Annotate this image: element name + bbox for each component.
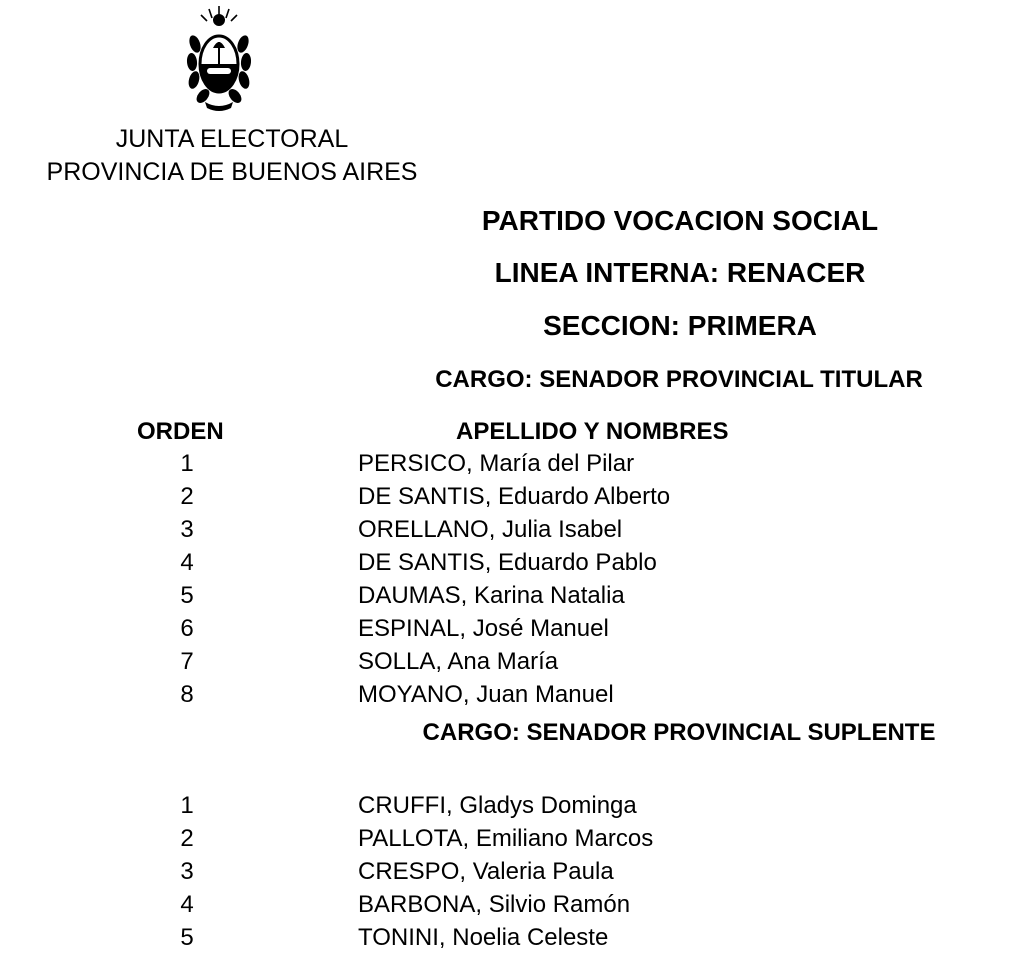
order-number: 4 [180,891,194,918]
candidate-name: BARBONA, Silvio Ramón [358,891,631,918]
order-number: 1 [180,792,194,819]
order-number: 4 [180,549,194,576]
order-number: 3 [180,516,194,543]
order-number: 6 [180,615,194,642]
argentina-coat-of-arms-icon [183,4,255,112]
order-number: 5 [180,582,194,609]
list-item [0,888,1024,921]
suplentes-heading: CARGO: SENADOR PROVINCIAL SUPLENTE [422,719,936,746]
list-item [0,447,1024,480]
candidate-name: MOYANO, Juan Manuel [358,681,614,708]
candidate-name: PERSICO, María del Pilar [358,450,635,477]
org-name-line-1: JUNTA ELECTORAL [115,125,349,153]
order-number: 2 [180,483,194,510]
list-item [0,513,1024,546]
order-number: 2 [180,825,194,852]
list-item [0,789,1024,822]
order-number: 1 [180,450,194,477]
names-column-header: APELLIDO Y NOMBRES [456,418,729,445]
list-item [0,678,1024,711]
candidate-name: ORELLANO, Julia Isabel [358,516,623,543]
org-name-line-2: PROVINCIA DE BUENOS AIRES [46,158,418,186]
party-name: PARTIDO VOCACION SOCIAL [481,205,879,236]
order-column-header: ORDEN [137,418,224,445]
list-item [0,546,1024,579]
internal-line: LINEA INTERNA: RENACER [494,257,866,288]
order-number: 5 [180,924,194,951]
order-number: 3 [180,858,194,885]
candidate-name: CRUFFI, Gladys Dominga [358,792,637,819]
candidate-name: ESPINAL, José Manuel [358,615,609,642]
list-item [0,921,1024,954]
list-item [0,645,1024,678]
list-item [0,480,1024,513]
candidate-name: DE SANTIS, Eduardo Pablo [358,549,657,576]
list-item [0,579,1024,612]
list-item [0,822,1024,855]
candidate-name: PALLOTA, Emiliano Marcos [358,825,654,852]
list-item [0,612,1024,645]
candidate-name: CRESPO, Valeria Paula [358,858,614,885]
candidate-name: DAUMAS, Karina Natalia [358,582,625,609]
titulares-heading: CARGO: SENADOR PROVINCIAL TITULAR [435,366,923,393]
candidate-name: TONINI, Noelia Celeste [358,924,609,951]
order-number: 8 [180,681,194,708]
order-number: 7 [180,648,194,675]
candidate-name: SOLLA, Ana María [358,648,559,675]
list-item [0,855,1024,888]
candidate-name: DE SANTIS, Eduardo Alberto [358,483,671,510]
section-title: SECCION: PRIMERA [543,310,817,341]
